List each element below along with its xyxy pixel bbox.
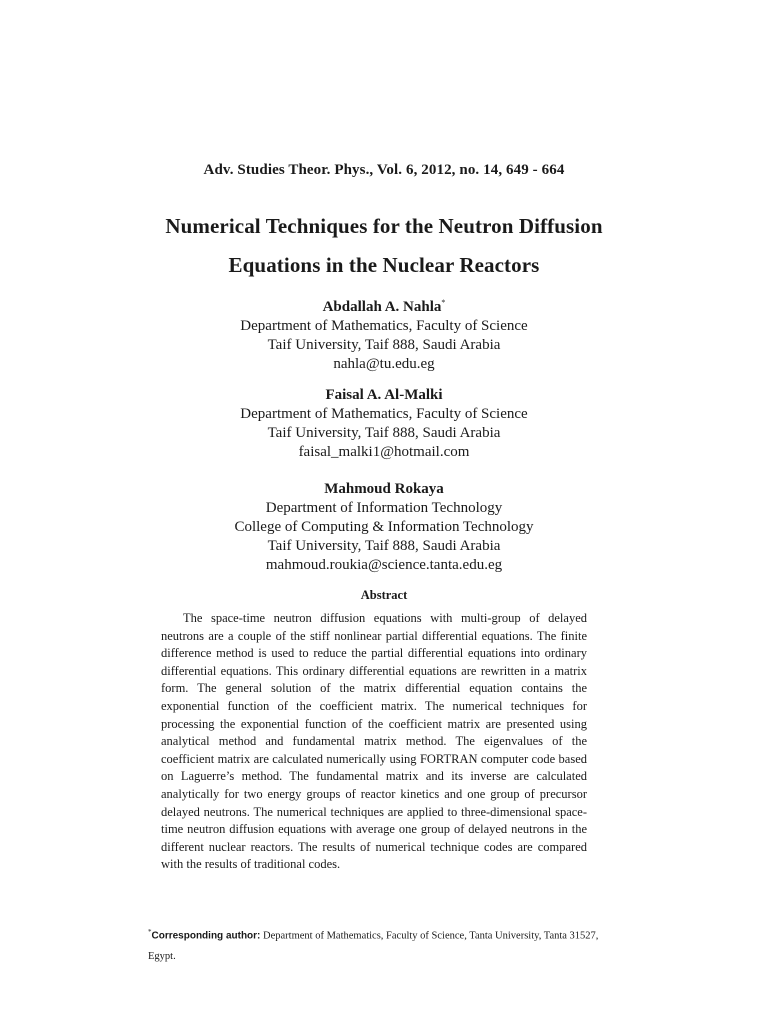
author-block-3 (0, 480, 768, 575)
author-name (0, 293, 768, 317)
author-address: Taif University, Taif 888, Saudi Arabia (267, 538, 501, 554)
author-email: faisal_malki1@hotmail.com (298, 444, 470, 460)
author-email: mahmoud.roukia@science.tanta.edu.eg (265, 557, 503, 573)
abstract-heading: Abstract (360, 588, 408, 602)
footnote-mark: * (148, 928, 152, 936)
author-affiliation: Department of Mathematics, Faculty of Science (240, 318, 528, 334)
author-affiliation-college: College of Computing & Information Technology (234, 519, 534, 535)
footnote-text: Department of Mathematics, Faculty of Science, Tanta University, Tanta 31527, Egypt. (148, 930, 599, 962)
footnote-label: Corresponding author: (151, 930, 261, 942)
author-affiliation: Department of Mathematics, Faculty of Science (240, 406, 528, 422)
author-affiliation: Department of Information Technology (265, 500, 503, 516)
author-block-2 (0, 386, 768, 462)
author-email: nahla@tu.edu.eg (333, 356, 435, 372)
abstract-body: The space-time neutron diffusion equations with multi-group of delayed neutrons are a couple of the stiff nonlinear partial differential equations. The finite difference method is used to reduce the partial differential equations into ordinary differential equations. This ordinary differential equations are rewritten in a matrix form. The general solution of the matrix differential equation contains the exponential function of the coefficient matrix. The numerical techniques for processing the exponential function of the coefficient matrix are presented using analytical method and fundamental matrix method. The eigenvalues of the coefficient matrix are calculated numerically using FORTRAN computer code based on Laguerre’s method. The fundamental matrix and its inverse are calculated analytically for two energy groups of reactor kinetics and one group of precursor delayed neutrons. The numerical techniques are applied to three-dimensional space-time neutron diffusion equations with average one group of delayed neutrons in the different nuclear reactors. The results of numerical technique codes are compared with the results of traditional codes. (161, 611, 587, 872)
paper-title-line-2: Equations in the Nuclear Reactors (228, 253, 540, 277)
corresponding-mark: * (441, 298, 446, 307)
author-name: Mahmoud Rokaya (324, 481, 444, 497)
author-address: Taif University, Taif 888, Saudi Arabia (267, 425, 501, 441)
author-name: Faisal A. Al-Malki (325, 387, 443, 403)
paper-title-line-1: Numerical Techniques for the Neutron Diffusion (165, 214, 603, 238)
author-block-1 (0, 293, 768, 374)
author-name-text: Abdallah A. Nahla (322, 299, 442, 315)
footnote-content (118, 922, 628, 967)
corresponding-author-footnote (118, 922, 628, 967)
author-address: Taif University, Taif 888, Saudi Arabia (267, 337, 501, 353)
journal-citation: Adv. Studies Theor. Phys., Vol. 6, 2012, no. 14, 649 - 664 (203, 162, 565, 178)
